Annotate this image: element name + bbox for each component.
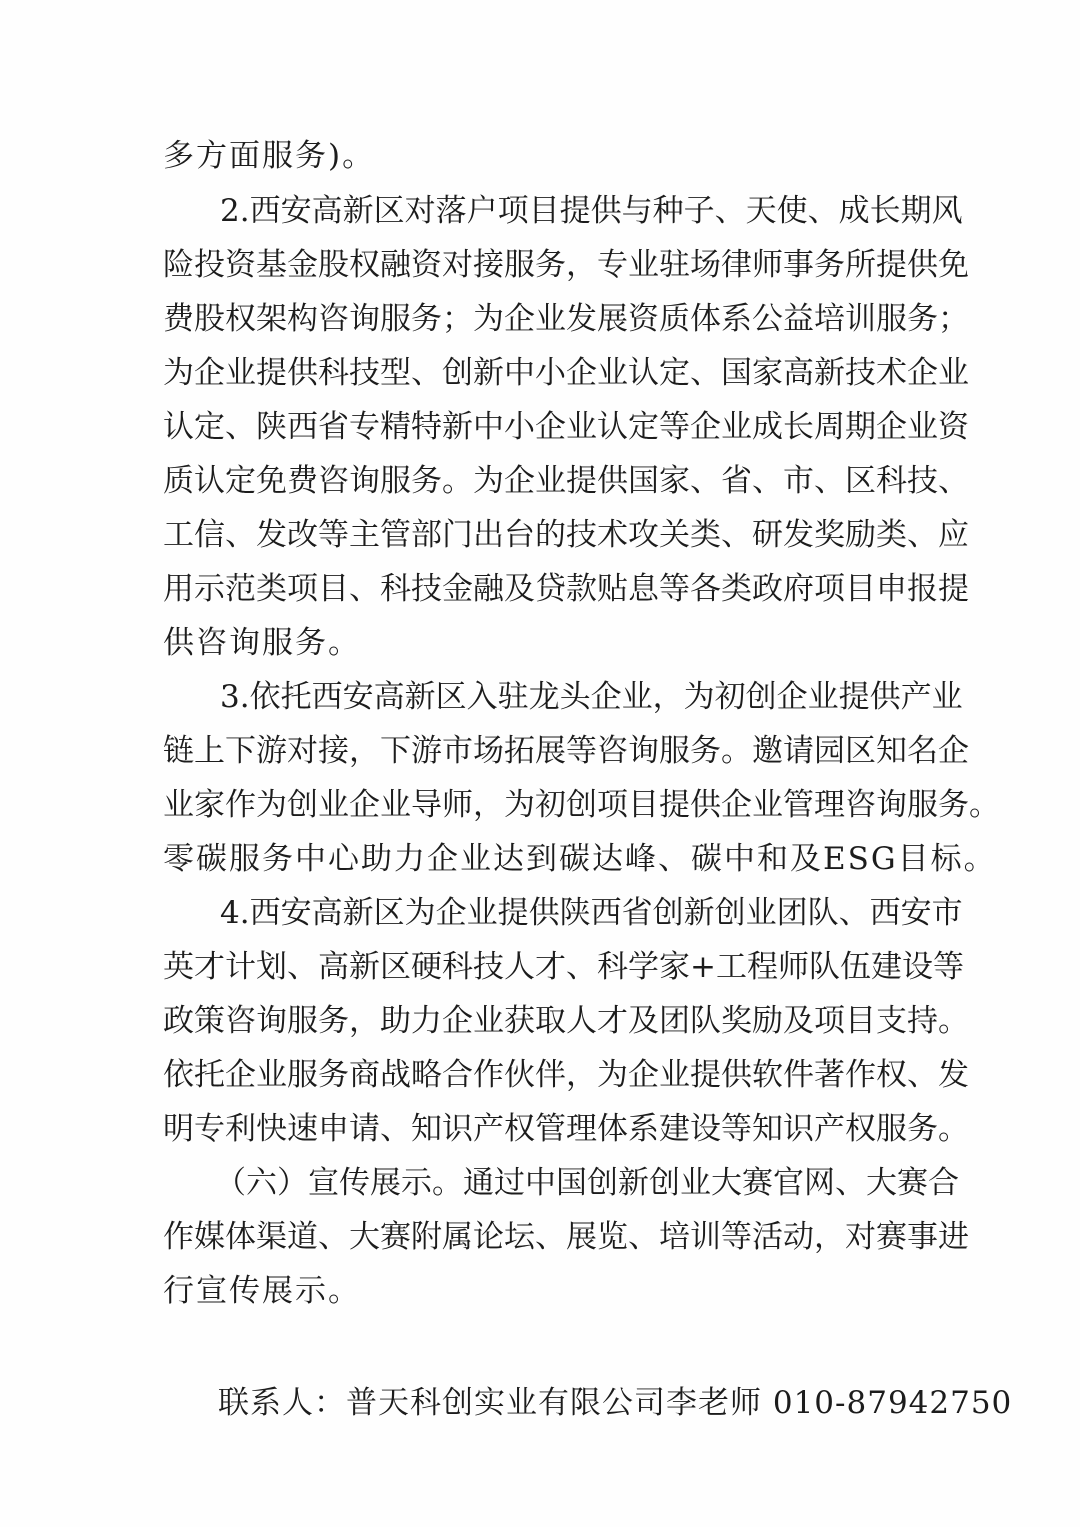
text-line-19: 明专利快速申请、知识产权管理体系建设等知识产权服务。 [163, 1111, 969, 1147]
text-line-8: 工信、发改等主管部门出台的技术攻关类、研发奖励类、应 [163, 517, 969, 553]
text-line-5: 为企业提供科技型、创新中小企业认定、国家高新技术企业 [163, 355, 969, 391]
text-line-16: 英才计划、高新区硬科技人才、科学家+工程师队伍建设等 [163, 949, 964, 985]
text-line-12: 链上下游对接，下游市场拓展等咨询服务。邀请园区知名企 [163, 733, 969, 769]
text-line-9: 用示范类项目、科技金融及贷款贴息等各类政府项目申报提 [163, 571, 969, 607]
paragraph-4-start: 4.西安高新区为企业提供陕西省创新创业团队、西安市 [220, 895, 963, 931]
text-line-1: 多方面服务)。 [163, 138, 376, 174]
section-six-start: （六）宣传展示。通过中国创新创业大赛官网、大赛合 [215, 1165, 959, 1201]
contact-line: 联系人：普天科创实业有限公司李老师 010-87942750 [218, 1385, 1013, 1421]
paragraph-2-start: 2.西安高新区对落户项目提供与种子、天使、成长期风 [220, 193, 963, 229]
text-line-21: 作媒体渠道、大赛附属论坛、展览、培训等活动，对赛事进 [163, 1219, 969, 1255]
text-line-22: 行宣传展示。 [163, 1273, 361, 1309]
text-line-17: 政策咨询服务，助力企业获取人才及团队奖励及项目支持。 [163, 1003, 969, 1039]
text-line-3: 险投资基金股权融资对接服务，专业驻场律师事务所提供免 [163, 247, 969, 283]
text-line-13: 业家作为创业企业导师，为初创项目提供企业管理咨询服务。 [163, 787, 1000, 823]
text-line-10: 供咨询服务。 [163, 625, 361, 661]
text-line-4: 费股权架构咨询服务；为企业发展资质体系公益培训服务； [163, 301, 969, 337]
paragraph-3-start: 3.依托西安高新区入驻龙头企业，为初创企业提供产业 [220, 679, 963, 715]
text-line-7: 质认定免费咨询服务。为企业提供国家、省、市、区科技、 [163, 463, 969, 499]
text-line-6: 认定、陕西省专精特新中小企业认定等企业成长周期企业资 [163, 409, 969, 445]
text-line-14: 零碳服务中心助力企业达到碳达峰、碳中和及ESG目标。 [163, 841, 997, 877]
text-line-18: 依托企业服务商战略合作伙伴，为企业提供软件著作权、发 [163, 1057, 969, 1093]
